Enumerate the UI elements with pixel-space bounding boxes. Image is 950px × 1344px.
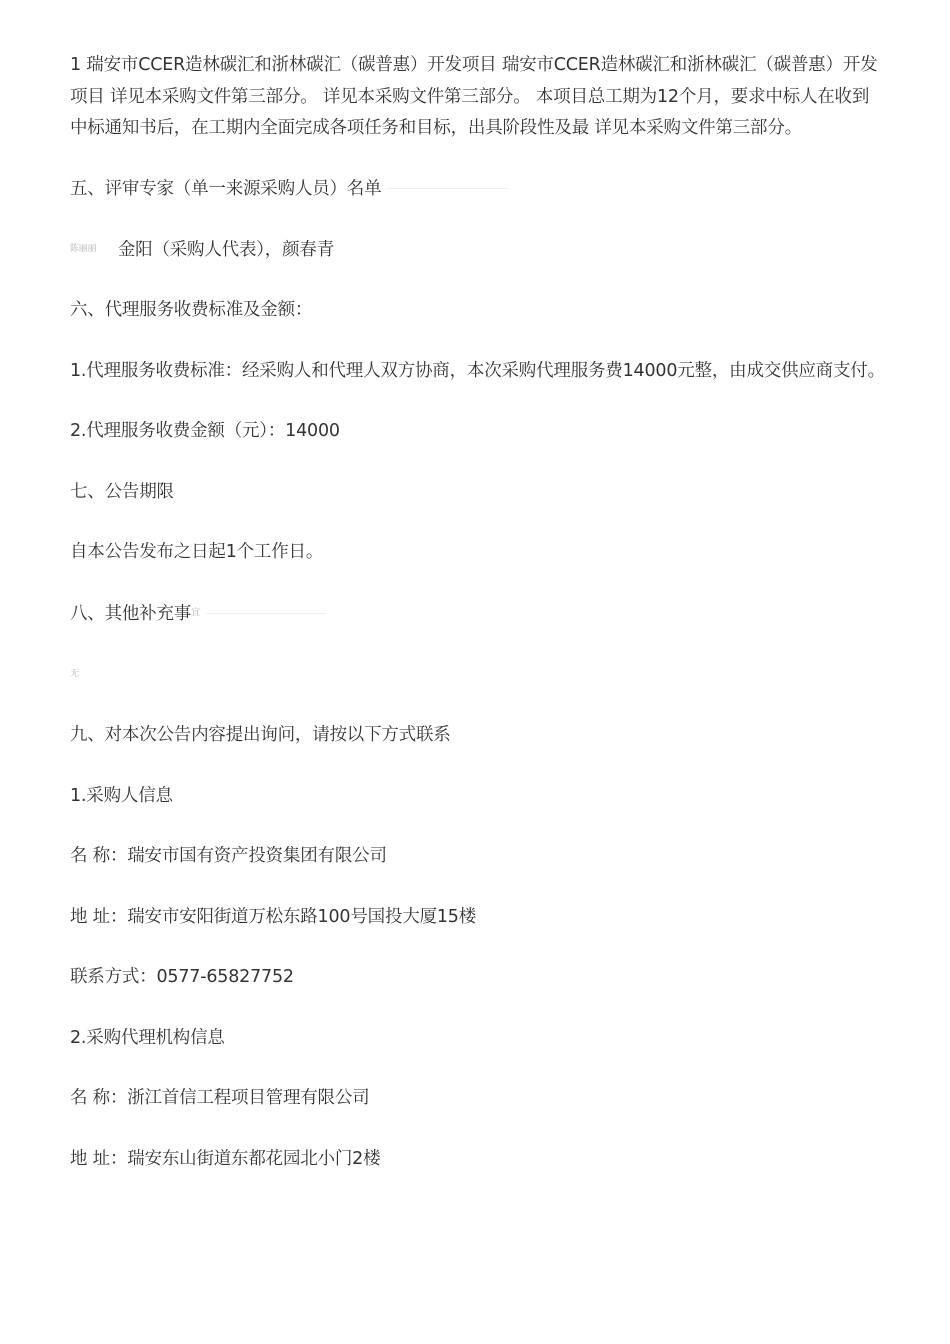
other-matters-text: 无 [70, 669, 79, 679]
fee-amount-line: 2.代理服务收费金额（元）：14000 [70, 421, 340, 442]
announcement-period: 自本公告发布之日起1个工作日。 [70, 542, 324, 563]
experts-names: 金阳（采购人代表），颜春青 [117, 239, 335, 260]
buyer-name: 名 称：瑞安市国有资产投资集团有限公司 [70, 846, 387, 867]
buyer-phone: 联系方式：0577-65827752 [70, 967, 294, 988]
document-body [70, 50, 885, 1175]
project-item-paragraph: 1 瑞安市CCER造林碳汇和浙林碳汇（碳普惠）开发项目 瑞安市CCER造林碳汇和浙林碳汇（碳普惠）开发项目 详见本采购文件第三部分。 详见本采购文件第三部分。 本项目总工期为12个月，要求中标人在收到中标通知书后，在工期内全面完成各项任务和目标，出具阶段性及最 详见本采购文件第三部分。 [70, 55, 878, 138]
buyer-info-title: 1.采购人信息 [70, 785, 173, 806]
experts-list [70, 234, 885, 266]
section-eight-heading [70, 598, 885, 630]
agent-name: 名 称：浙江首信工程项目管理有限公司 [70, 1088, 370, 1109]
agent-info-title: 2.采购代理机构信息 [70, 1027, 225, 1048]
other-matters-value [70, 659, 885, 691]
section-nine-heading: 九、对本次公告内容提出询问，请按以下方式联系 [70, 725, 451, 746]
section-seven-heading: 七、公告期限 [70, 481, 174, 502]
section-eight-heading-text: 八、其他补充事 [70, 603, 192, 624]
redaction-mark [387, 188, 507, 189]
buyer-address: 地 址：瑞安市安阳街道万松东路100号国投大厦15楼 [70, 906, 477, 927]
redacted-expert-name: 陈丽丽 [70, 244, 97, 254]
section-five-heading-text: 五、评审专家（单一来源采购人员）名单 [70, 178, 382, 199]
redaction-mark [206, 613, 326, 614]
fee-standard-paragraph: 1.代理服务收费标准：经采购人和代理人双方协商，本次采购代理服务费14000元整，由成交供应商支付。 [70, 360, 885, 381]
section-eight-heading-tail: 宜 [191, 607, 200, 618]
section-six-heading: 六、代理服务收费标准及金额： [70, 300, 313, 321]
section-five-heading [70, 174, 885, 206]
agent-address: 地 址：瑞安东山街道东都花园北小门2楼 [70, 1148, 381, 1169]
